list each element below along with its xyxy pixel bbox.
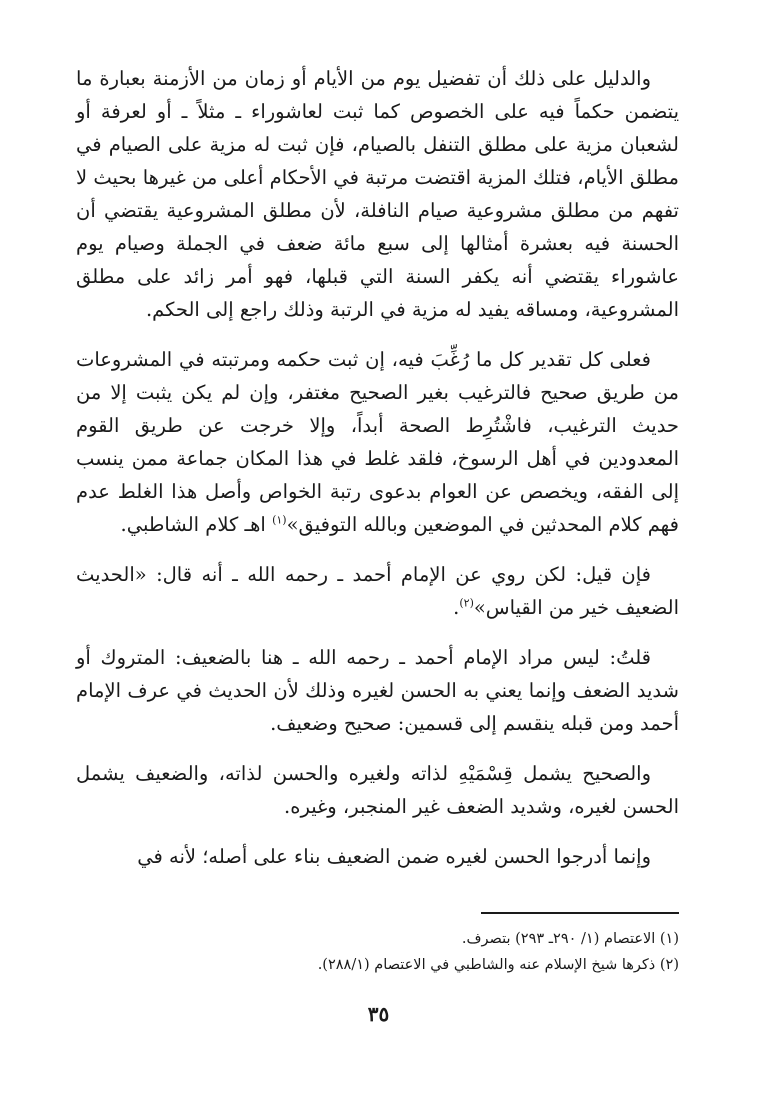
paragraph-hasan [76,840,679,873]
paragraph-reply [76,641,679,740]
paragraph-period: . [453,596,460,619]
paragraph-targhib [76,343,679,541]
paragraph-text: فعلى كل تقدير كل ما رُغِّبَ فيه، إن ثبت حكمه ومرتبته في المشروعات من طريق صحيح فالترغيب بغير الصحيح مغتفر، وإن لم يكن يثبت إلا من حديث الترغيب، فاشْتُرِط الصحة أبداً، وإلا خرجت عن طريق القوم المعدودين في أهل الرسوخ، فلقد غلط في هذا المكان جماعة ممن ينسب إلى الفقه، ويخصص عن العوام بدعوى رتبة الخواص وأصل هذا الغلط عدم فهم كلام المحدثين في الموضعين وبالله التوفيق» [76,348,679,536]
footnote-mark-2: (٢) [459,596,474,610]
paragraph-evidence [76,62,679,326]
paragraph-text: والدليل على ذلك أن تفضيل يوم من الأيام أو زمان من الأزمنة بعبارة ما يتضمن حكماً فيه على الخصوص كما ثبت لعاشوراء ـ مثلاً ـ أو لعرفة أو لشعبان مزية على مطلق التنفل بالصيام، فإن ثبت له مزية على الصيام في مطلق الأيام، فتلك المزية اقتضت مرتبة في الأحكام أعلى من غيرها بحيث لا تفهم من مطلق مشروعية صيام النافلة، لأن مطلق المشروعية يقتضي أن الحسنة فيه بعشرة أمثالها إلى سبع مائة ضعف في الجملة وصيام يوم عاشوراء يقتضي أنه يكفر السنة التي قبلها، فهو أمر زائد على مطلق المشروعية، ومساقه يفيد له مزية في الرتبة وذلك راجع إلى الحكم. [76,67,679,321]
footnote-mark-1: (١) [272,513,287,527]
page-number: ٣٥ [367,1002,390,1026]
paragraph-sahih [76,757,679,823]
paragraph-text: قلتُ: ليس مراد الإمام أحمد ـ رحمه الله ـ هنا بالضعيف: المتروك أو شديد الضعف وإنما يعني به الحسن لغيره وذلك لأن الحديث في عرف الإمام أحمد ومن قبله ينقسم إلى قسمين: صحيح وضعيف. [76,646,679,735]
footnote-1: (١) الاعتصام (١/ ٢٩٠ـ ٢٩٣) بتصرف. [461,931,679,947]
paragraph-text-tail: اهـ كلام الشاطبي. [120,513,266,536]
footnotes-section [76,912,679,978]
paragraph-text: والصحيح يشمل قِسْمَيْهِ لذاته ولغيره والحسن لذاته، والضعيف يشمل الحسن لغيره، وشديد الضعف غير المنجبر، وغيره. [76,762,679,818]
footnote-2: (٢) ذكرها شيخ الإسلام عنه والشاطبي في الاعتصام (٢٨٨/١). [317,957,679,973]
paragraph-text: فإن قيل: لكن روي عن الإمام أحمد ـ رحمه الله ـ أنه قال: «الحديث الضعيف خير من القياس» [76,563,679,619]
paragraph-objection [76,558,679,624]
paragraph-text: وإنما أدرجوا الحسن لغيره ضمن الضعيف بناء على أصله؛ لأنه في [137,845,651,868]
footnote-divider [481,912,679,914]
